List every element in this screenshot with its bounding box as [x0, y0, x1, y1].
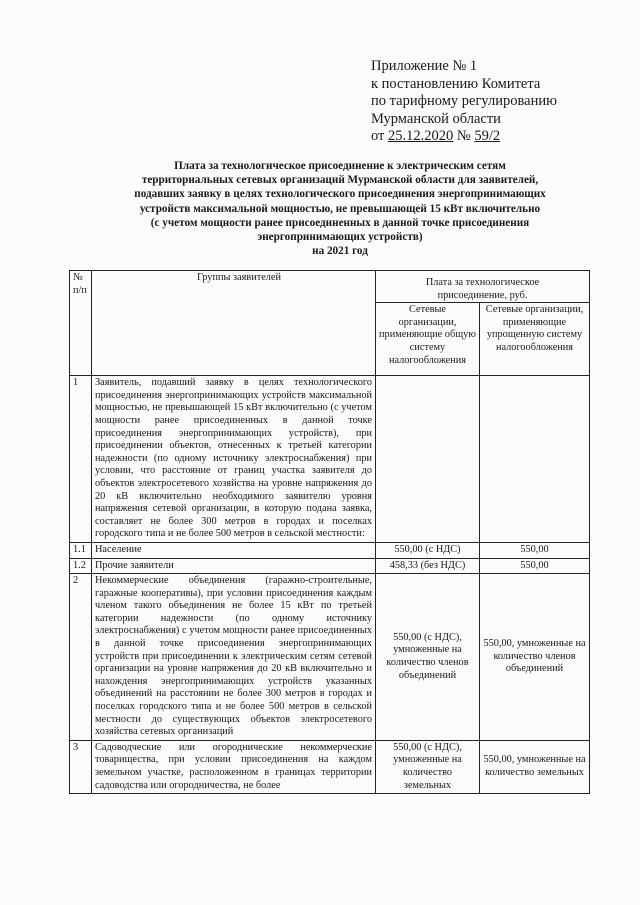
- row-group-text: Садоводческие или огороднические некоммерческие товарищества, при условии присоединения на каждом земельном участке, расположенном в границах территории садоводства или огородничества, не более: [92, 740, 376, 793]
- header-num: № п/п: [70, 271, 92, 376]
- row-value-simplified: 550,00, умноженные на количество членов объединений: [480, 574, 590, 741]
- header-groups: Группы заявителей: [92, 271, 376, 376]
- row-value-simplified: 550,00: [480, 558, 590, 574]
- row-value-general: 550,00 (с НДС), умноженные на количество земельных: [376, 740, 480, 793]
- appendix-date: 25.12.2020: [388, 128, 454, 144]
- title-line-7: на 2021 год: [312, 245, 368, 258]
- row-value-simplified: 550,00: [480, 542, 590, 558]
- row-num: 3: [70, 740, 92, 793]
- row-value-general: 458,33 (без НДС): [376, 558, 480, 574]
- row-group-text: Население: [92, 542, 376, 558]
- row-group-text: Заявитель, подавший заявку в целях технологического присоединения энергопринимающих устройств максимальной мощностью, не превышающей 15 кВт включительно (с учетом мощности ранее присоединенных в данной точке присоединения энергопринимающих устройств), при присоединении объектов, отнесенных к третьей категории надежности (по одному источнику электроснабжения) при условии, что расстояние от границ участка заявителя до объектов электросетевого хозяйства на уровне напряжения до 20 кВ включительно необходимого заявителю уровня напряжения сетевой организации, в которую подана заявка, составляет не более 300 метров в городах и поселках городского типа и не более 500 метров в сельской местности:: [92, 376, 376, 543]
- appendix-line-3: по тарифному регулированию: [371, 93, 557, 109]
- table-row: [70, 740, 590, 793]
- row-group-text: Прочие заявители: [92, 558, 376, 574]
- title-line-6: энергопринимающих устройств): [257, 231, 423, 244]
- title-line-4: устройств максимальной мощностью, не превышающей 15 кВт включительно: [139, 202, 541, 215]
- title-line-2: территориальных сетевых организаций Мурманской области для заявителей,: [141, 174, 539, 187]
- table-header-row: [70, 271, 590, 303]
- header-fee: Плата за технологическое присоединение, руб.: [376, 271, 590, 303]
- row-num: 2: [70, 574, 92, 741]
- document-title: [92, 159, 588, 258]
- row-num: 1: [70, 376, 92, 543]
- table-row: [70, 558, 590, 574]
- row-value-general: 550,00 (с НДС): [376, 542, 480, 558]
- table-row: [70, 574, 590, 741]
- title-line-5: (с учетом мощности ранее присоединенных в данной точке присоединения: [150, 216, 530, 229]
- title-line-1: Плата за технологическое присоединение к электрическим сетям: [174, 160, 506, 172]
- header-col-general: Сетевые организации, применяющие общую систему налогообложения: [376, 303, 480, 376]
- appendix-date-prefix: от: [371, 128, 389, 144]
- table-row: [70, 542, 590, 558]
- row-value-general: 550,00 (с НДС), умноженные на количество членов объединений: [376, 574, 480, 741]
- row-num: 1.2: [70, 558, 92, 574]
- row-group-text: Некоммерческие объединения (гаражно-строительные, гаражные кооперативы), при условии присоединения каждым членом такого объединения не более 15 кВт по третьей категории надежности (по одному источнику электроснабжения) с учетом мощности ранее присоединенных в данной точке присоединения энергопринимающих устройств при присоединении к электрическим сетям сетевой организации на уровне напряжения до 20 кВ включительно и нахождения энергопринимающих устройств указанных объединений на расстоянии не более 300 метров в городах и поселках городского типа и не более 500 метров в сельской местности до существующих объектов электросетевого хозяйства сетевых организаций: [92, 574, 376, 741]
- appendix-block: [371, 58, 621, 146]
- appendix-date-line: [371, 128, 621, 146]
- appendix-number: 59/2: [474, 128, 501, 144]
- title-line-3: подавших заявку в целях технологического присоединения энергопринимающих: [134, 188, 546, 201]
- row-num: 1.1: [70, 542, 92, 558]
- row-value-simplified: [480, 376, 590, 543]
- appendix-line-2: к постановлению Комитета: [371, 75, 541, 92]
- appendix-line-1: Приложение № 1: [371, 58, 478, 74]
- header-col-simplified: Сетевые организации, применяющие упрощенную систему налогообложения: [480, 303, 590, 376]
- row-value-general: [376, 376, 480, 543]
- table-row: [70, 376, 590, 543]
- tariff-table: [69, 270, 590, 794]
- appendix-number-prefix: №: [453, 128, 475, 144]
- appendix-line-4: Мурманской области: [371, 110, 501, 127]
- row-value-simplified: 550,00, умноженные на количество земельных: [480, 740, 590, 793]
